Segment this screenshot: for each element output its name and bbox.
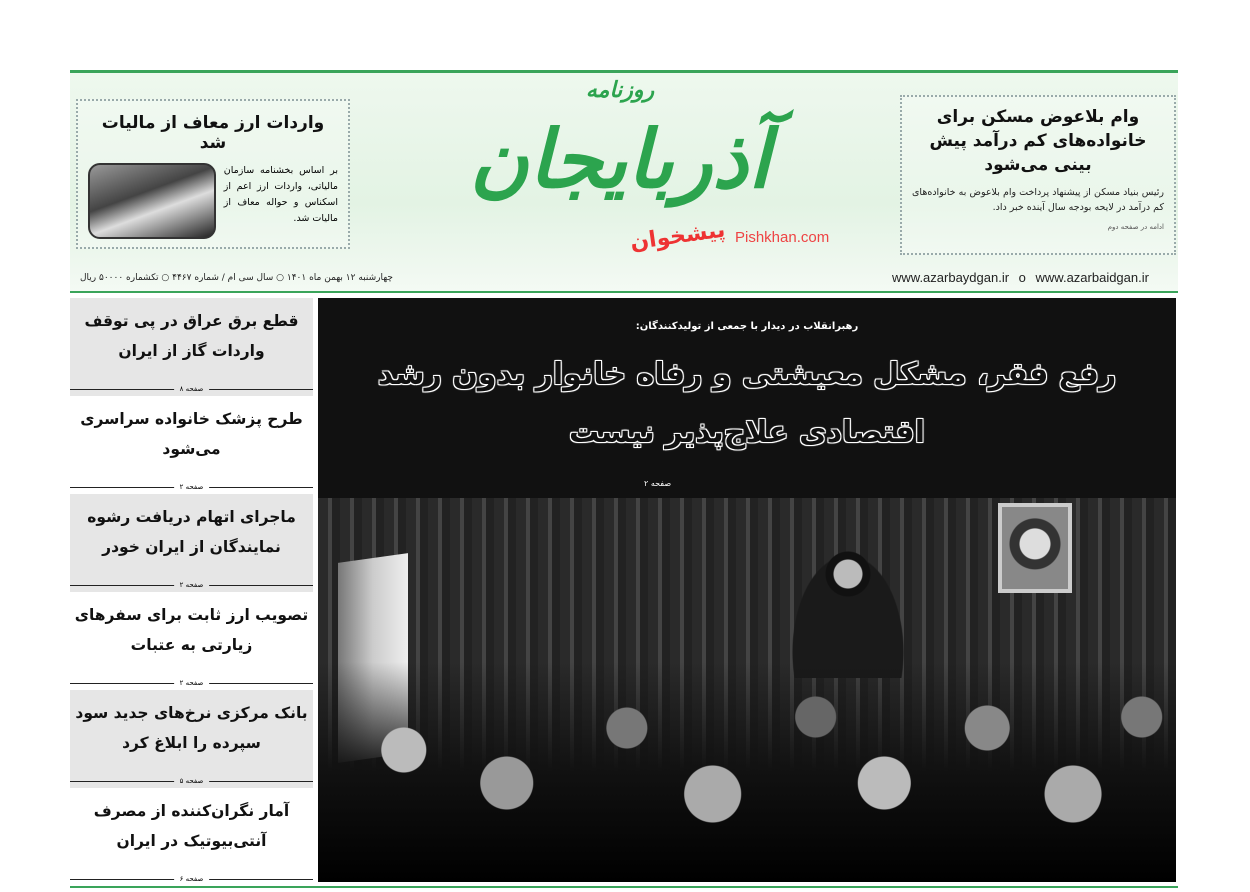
lead-headline: رفع فقر، مشکل معیشتی و رفاه خانوار بدون رشد اقتصادی علاج‌پذیر نیست xyxy=(377,357,1117,450)
speaker-figure xyxy=(788,548,908,678)
page-ref-line xyxy=(70,581,313,589)
page-ref-line xyxy=(70,483,313,491)
page-ref: صفحه ۸ xyxy=(174,385,210,393)
page-ref: صفحه ۲ xyxy=(174,483,210,491)
website-urls: www.azarbaydgan.ir o www.azarbaidgan.ir xyxy=(892,270,1149,285)
dateline: چهارشنبه ۱۲ بهمن ماه ۱۴۰۱ ○ سال سی ام / شماره ۴۴۶۷ ○ تکشماره ۵۰۰۰۰ ریال xyxy=(80,273,393,283)
lead-kicker: رهبرانقلاب در دیدار با جمعی از تولیدکنندگان: xyxy=(635,321,859,332)
audience xyxy=(318,662,1176,882)
money-photo xyxy=(88,163,216,239)
continued-note: ادامه در صفحه دوم xyxy=(1107,223,1164,231)
headline: قطع برق عراق در پی توقف واردات گاز از ایران xyxy=(84,312,299,360)
page-ref: صفحه ۵ xyxy=(174,777,210,785)
masthead-band xyxy=(70,70,1178,292)
list-item[interactable] xyxy=(70,788,313,886)
page-ref: صفحه ۲ xyxy=(644,479,672,488)
page-ref-line xyxy=(70,385,313,393)
bottom-divider xyxy=(70,886,1178,888)
headline: طرح پزشک خانواده سراسری می‌شود xyxy=(80,410,303,458)
watermark-logo: پیشخوان xyxy=(628,217,727,256)
list-item[interactable] xyxy=(70,592,313,690)
headline: ماجرای اتهام دریافت رشوه نمایندگان از ایران خودر xyxy=(87,508,296,556)
page-ref-line xyxy=(70,777,313,785)
story-title: واردات ارز معاف از مالیات شد xyxy=(101,113,325,153)
page-ref-line xyxy=(70,875,313,883)
headline: بانک مرکزی نرخ‌های جدید سود سپرده را ابلاغ کرد xyxy=(75,704,308,752)
logo-sub: روزنامه xyxy=(585,78,655,103)
story-title: وام بلاعوض مسکن برای خانواده‌های کم درآمد پیش بینی می‌شود xyxy=(929,107,1147,175)
page-ref: صفحه ۲ xyxy=(174,581,210,589)
page-ref-line xyxy=(70,679,313,687)
list-item[interactable] xyxy=(70,298,313,396)
lead-story-photo[interactable] xyxy=(318,298,1176,882)
list-item[interactable] xyxy=(70,690,313,788)
portrait-frame xyxy=(998,503,1072,593)
divider xyxy=(70,291,1178,293)
story-body: رئیس بنیاد مسکن از پیشنهاد پرداخت وام بلاعوض به خانواده‌های کم درآمد در لایحه بودجه سال آینده خبر داد. xyxy=(912,187,1164,213)
logo-name: آذربایجان xyxy=(469,112,771,206)
list-item[interactable] xyxy=(70,396,313,494)
watermark-url: Pishkhan.com xyxy=(735,229,830,246)
headline: تصویب ارز ثابت برای سفرهای زیارتی به عتبات xyxy=(74,606,309,654)
page-ref: صفحه ۶ xyxy=(174,875,210,883)
sidebar-headlines xyxy=(70,298,313,886)
top-left-story[interactable] xyxy=(76,99,350,249)
page-ref: صفحه ۲ xyxy=(174,679,210,687)
list-item[interactable] xyxy=(70,494,313,592)
story-body: بر اساس بخشنامه سازمان مالیاتی، واردات ارز اعم از اسکناس و حواله معاف از مالیات شد. xyxy=(223,165,338,224)
top-right-story[interactable] xyxy=(900,95,1176,255)
newspaper-logo xyxy=(400,77,840,217)
headline: آمار نگران‌کننده از مصرف آنتی‌بیوتیک در ایران xyxy=(93,802,290,850)
